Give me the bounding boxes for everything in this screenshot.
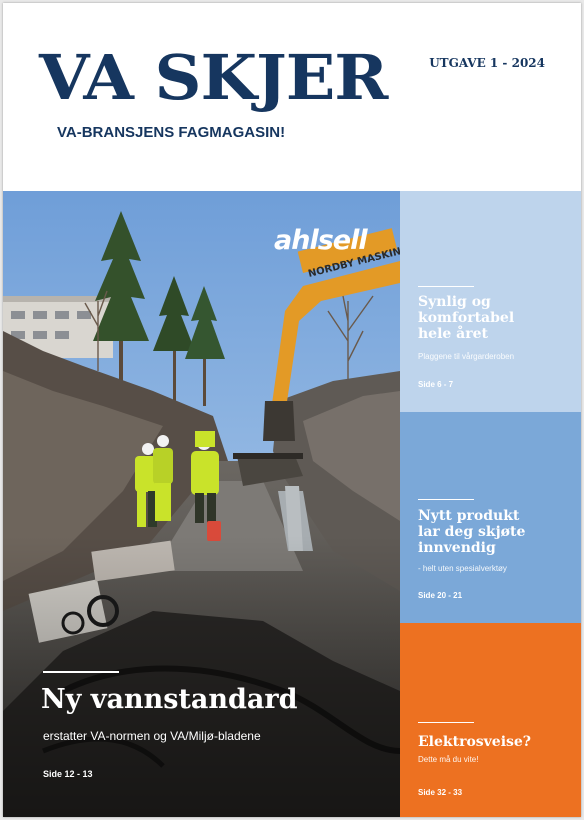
teaser-subtitle: - helt uten spesialverktøy: [418, 564, 507, 573]
cover-page-ref: Side 12 - 13: [43, 769, 93, 779]
cover-photo: [3, 191, 400, 817]
cover-headline: Ny vannstandard: [41, 684, 298, 715]
masthead: [3, 3, 581, 191]
teaser-title: Nytt produkt lar deg skjøte innvendig: [418, 508, 526, 556]
headline-rule: [43, 671, 119, 673]
sidebar-teaser-workwear[interactable]: [400, 191, 581, 412]
teaser-subtitle: Dette må du vite!: [418, 755, 479, 764]
teaser-page-ref: Side 32 - 33: [418, 788, 463, 797]
sidebar-teaser-new-product[interactable]: [400, 412, 581, 623]
ahlsell-logo: ahlsell: [274, 225, 367, 256]
teaser-title: Elektrosveise?: [418, 734, 532, 750]
magazine-cover: [3, 3, 581, 817]
teaser-rule: [418, 499, 474, 500]
teaser-subtitle: Plaggene til vårgarderoben: [418, 352, 515, 361]
magazine-tagline: VA-BRANSJENS FAGMAGASIN!: [57, 124, 286, 141]
teaser-rule: [418, 722, 474, 723]
teaser-title: Synlig og komfortabel hele året: [418, 294, 515, 342]
teaser-page-ref: Side 6 - 7: [418, 380, 454, 389]
magazine-title: VA SKJER: [39, 41, 388, 114]
sidebar-teaser-electrofusion[interactable]: [400, 623, 581, 817]
cover-subheadline: erstatter VA-normen og VA/Miljø-bladene: [43, 729, 261, 743]
issue-number: UTGAVE 1 - 2024: [429, 56, 545, 70]
teaser-rule: [418, 286, 474, 287]
teaser-page-ref: Side 20 - 21: [418, 591, 463, 600]
